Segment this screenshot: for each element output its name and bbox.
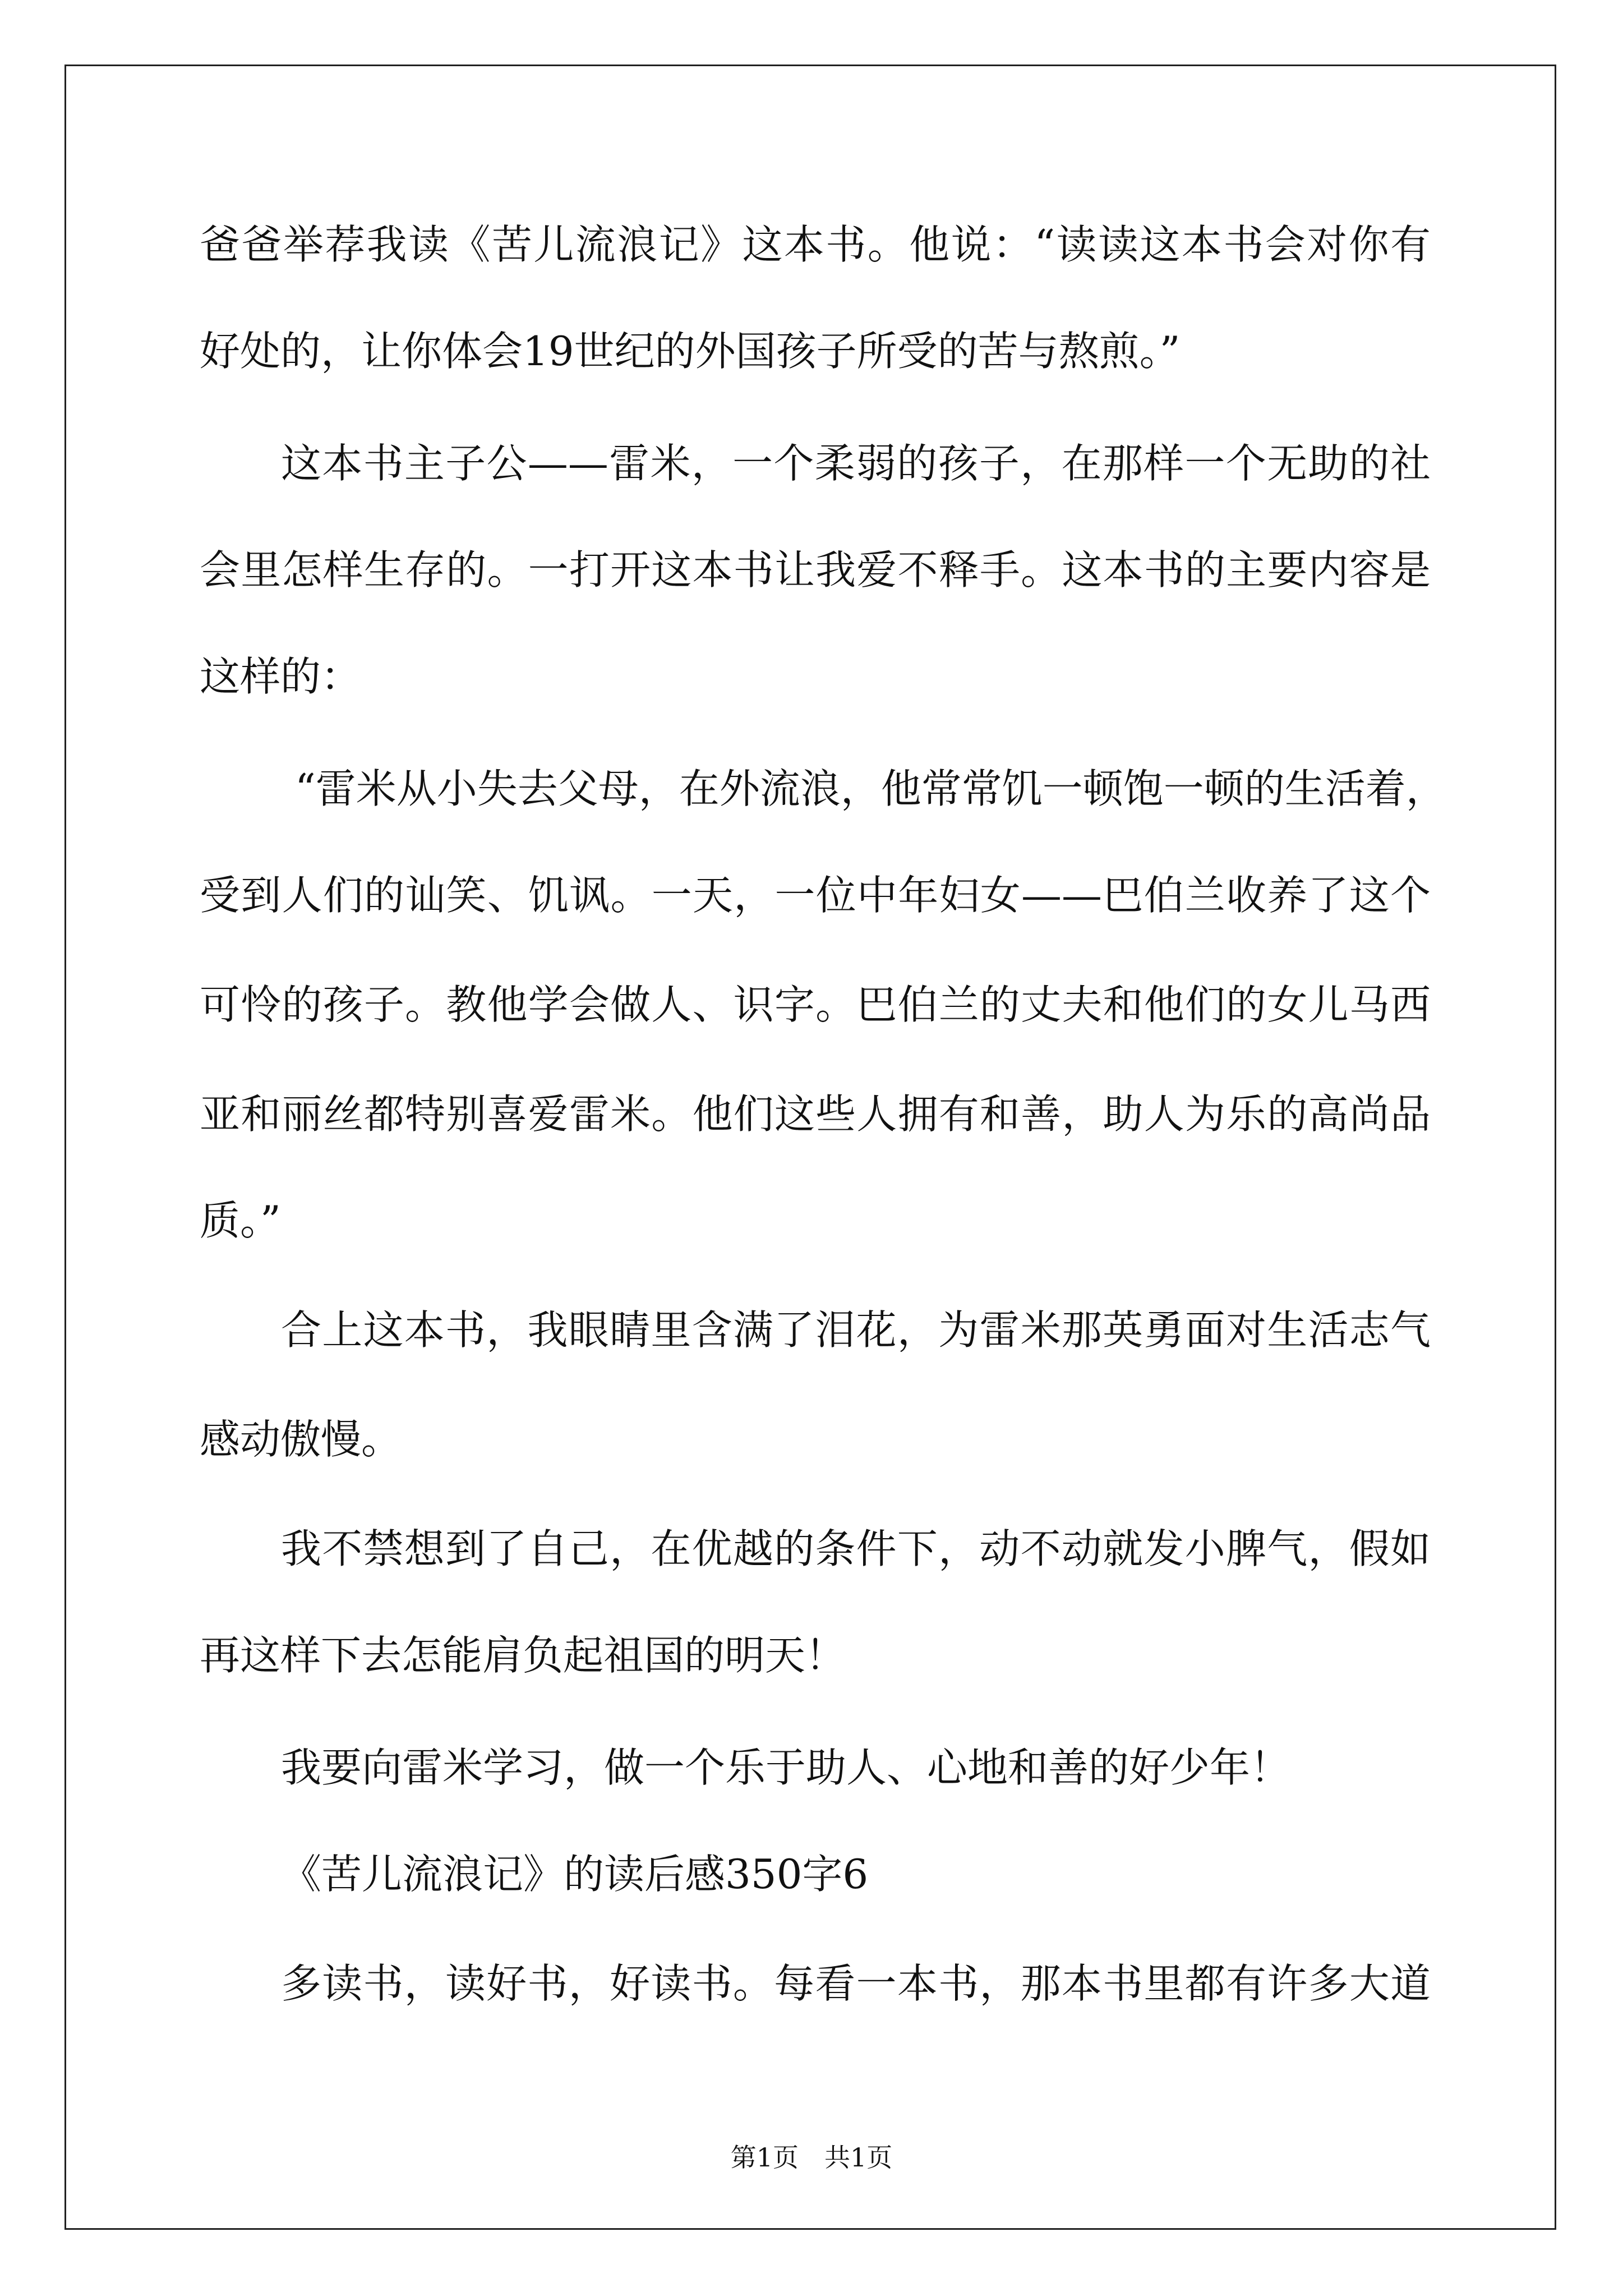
quote-line: 质。” (200, 1197, 281, 1244)
paragraph-line: 合上这本书，我眼睛里含满了泪花，为雷米那英勇面对生活志气 (281, 1306, 1431, 1354)
paragraph-line: 我要向雷米学习，做一个乐于助人、心地和善的好少年！ (281, 1744, 1291, 1791)
page-footer: 第1页 共1页 (730, 2142, 893, 2173)
paragraph-line: 多读书，读好书，好读书。每看一本书，那本书里都有许多大道 (281, 1960, 1431, 2007)
page-border (64, 65, 1556, 2230)
paragraph-line: 爸爸举荐我读《苦儿流浪记》这本书。他说：“读读这本书会对你有 (200, 221, 1431, 268)
paragraph-line: 这本书主子公——雷米，一个柔弱的孩子，在那样一个无助的社 (281, 440, 1431, 487)
quote-line: “雷米从小失去父母，在外流浪，他常常饥一顿饱一顿的生活着， (295, 765, 1446, 812)
paragraph-line: 我不禁想到了自己，在优越的条件下，动不动就发小脾气，假如 (281, 1525, 1431, 1572)
quote-line: 亚和丽丝都特别喜爱雷米。他们这些人拥有和善，助人为乐的高尚品 (200, 1091, 1431, 1138)
quote-line: 可怜的孩子。教他学会做人、识字。巴伯兰的丈夫和他们的女儿马西 (200, 981, 1431, 1028)
paragraph-line: 会里怎样生存的。一打开这本书让我爱不释手。这本书的主要内容是 (200, 546, 1431, 593)
paragraph-line: 好处的，让你体会19世纪的外国孩子所受的苦与熬煎。” (200, 328, 1181, 375)
quote-line: 受到人们的讪笑、饥讽。一天，一位中年妇女——巴伯兰收养了这个 (200, 872, 1431, 919)
paragraph-line: 感动傲慢。 (200, 1416, 402, 1463)
section-heading: 《苦儿流浪记》的读后感350字6 (281, 1851, 869, 1898)
paragraph-line: 这样的： (200, 653, 362, 700)
paragraph-line: 再这样下去怎能肩负起祖国的明天！ (200, 1632, 846, 1679)
